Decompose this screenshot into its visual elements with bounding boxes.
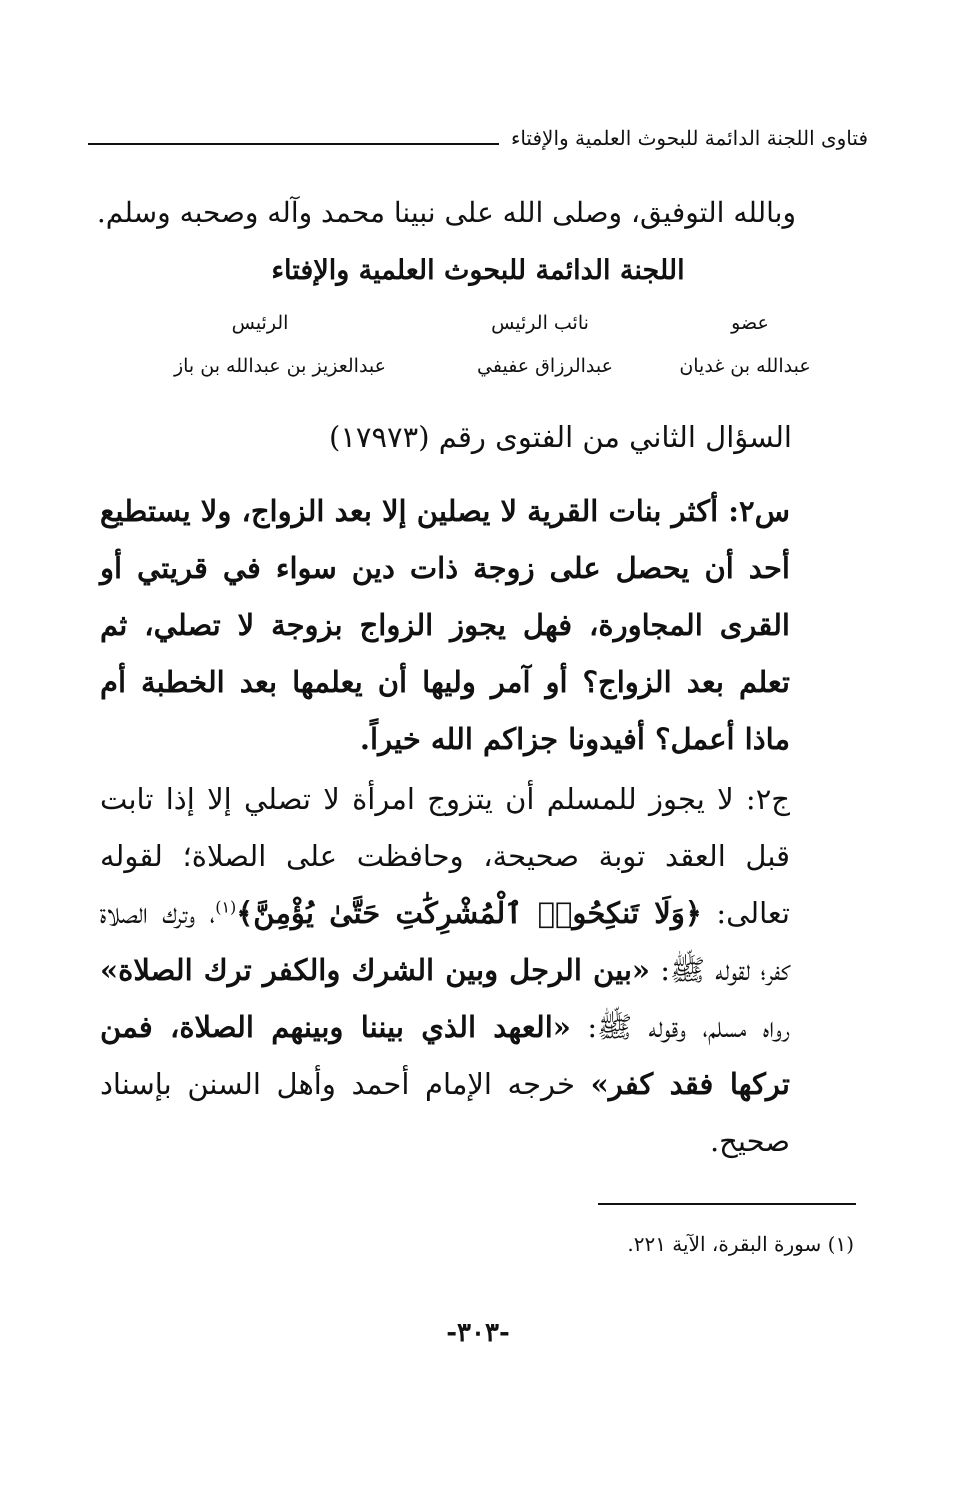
signatory-name-member: عبدالله بن غديان xyxy=(679,355,811,377)
page-number: -٣٠٣- xyxy=(446,1318,510,1348)
footnote-reference: (١) xyxy=(215,897,237,917)
signatory-role-vice-president: نائب الرئيس xyxy=(491,312,589,334)
answer-text xyxy=(100,771,790,1170)
running-header xyxy=(88,126,868,150)
question-heading: السؤال الثاني من الفتوى رقم (١٧٩٧٣) xyxy=(329,420,792,454)
signatory-role-member: عضو xyxy=(731,312,769,334)
hadith-quote-1: «بين الرجل وبين الشرك والكفر ترك الصلاة» xyxy=(100,953,651,987)
header-rule xyxy=(88,143,499,145)
answer-part-1: ج٢: لا يجوز للمسلم أن يتزوج امرأة لا تصلي إلا إذا تابت قبل العقد توبة صحيحة، وحافظت على الصلاة؛ لقوله تعالى: xyxy=(100,782,790,930)
footnote-rule xyxy=(598,1203,856,1205)
signatory-name-vice-president: عبدالرزاق عفيفي xyxy=(477,355,613,377)
running-header-title: فتاوى اللجنة الدائمة للبحوث العلمية والإفتاء xyxy=(510,126,868,150)
signatory-name-president: عبدالعزيز بن عبدالله بن باز xyxy=(173,355,387,377)
committee-title: اللجنة الدائمة للبحوث العلمية والإفتاء xyxy=(271,255,685,286)
signatory-role-president: الرئيس xyxy=(231,312,289,334)
quran-verse: ﴿وَلَا تَنكِحُوا۟ ٱلْمُشْرِكَٰتِ حَتَّىٰ يُؤْمِنَّ﴾ xyxy=(236,896,702,930)
answer-part-3: رواه مسلم، وقوله ﷺ: xyxy=(570,1010,790,1044)
hadith-quote-2: «العهد الذي بيننا وبينهم الصلاة، فمن تركها فقد كفر» xyxy=(100,1010,790,1101)
question-text: س٢: أكثر بنات القرية لا يصلين إلا بعد الزواج، ولا يستطيع أحد أن يحصل على زوجة ذات دين سواء في قريتي أو القرى المجاورة، فهل يجوز الزواج بزوجة لا تصلي، ثم تعلم بعد الزواج؟ أو آمر وليها أن يعلمها بعد الخطبة أم ماذا أعمل؟ أفيدونا جزاكم الله خيراً. xyxy=(100,494,790,756)
answer-part-4: خرجه الإمام أحمد وأهل السنن بإسناد صحيح. xyxy=(100,1067,790,1158)
closing-line: وبالله التوفيق، وصلى الله على نبينا محمد وآله وصحبه وسلم. xyxy=(96,196,796,229)
answer-part-2: ، وترك الصلاة كفر؛ لقوله ﷺ: xyxy=(100,896,790,987)
footnote-text: (١) سورة البقرة، الآية ٢٢١. xyxy=(627,1232,854,1256)
